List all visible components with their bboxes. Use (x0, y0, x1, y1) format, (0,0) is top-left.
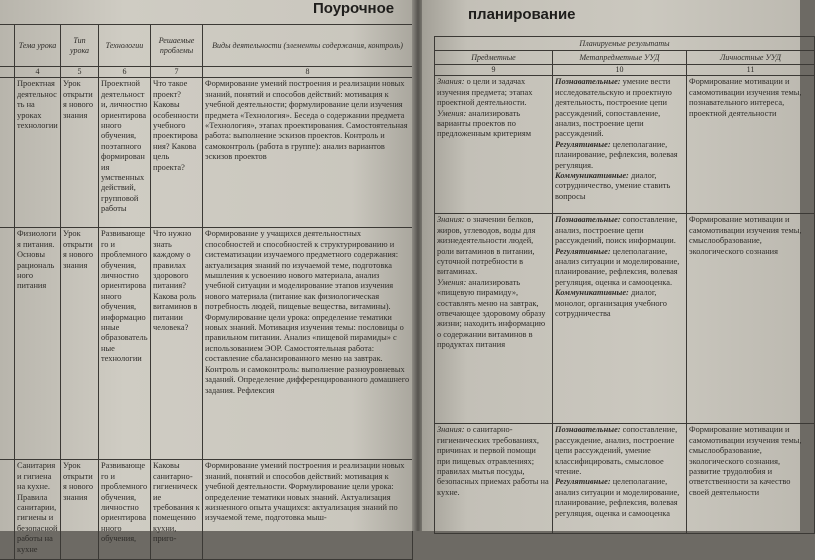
lesson-problems: Что такое проект? Каковы особенности учебного проектирования? Какова цель проекта? (151, 78, 203, 228)
column-number: 8 (203, 67, 413, 78)
lesson-activity: Формирование умений построения и реализации новых знаний, понятий и способов действий: мотивация к учебной деятельности; формулирование цели изучения предмета «Технология». Беседа о содержании предмета «Технология», этапах проектирования. Самостоятельная работа: выполнение эскизов проектов. Контроль и самоконтроль (работа в группе): анализ вариантов эскизов проектов (203, 78, 413, 228)
column-number: 9 (435, 65, 553, 76)
personal-results: Формирование мотивации и самомотивации изучения темы, смыслообразование, экологического сознания (687, 214, 815, 424)
column-number (0, 67, 15, 78)
table-row (435, 76, 815, 214)
subject-results (435, 424, 553, 534)
subject-results (435, 76, 553, 214)
personal-results: Формирование мотивации и самомотивации изучения темы, смыслообразование, экологического сознания, развитие трудолюбия и ответственности за качество своей деятельности (687, 424, 815, 534)
column-number-row (0, 67, 413, 78)
planned-results-header: Планируемые результаты (435, 37, 815, 51)
header-row (0, 25, 413, 67)
result-item: Познавательные: сопоставление, рассуждение, анализ, построение цепи рассуждений, умение классифицировать, смысловое чтение. (555, 425, 678, 477)
header-tech: Технологии (99, 25, 151, 67)
result-item: Коммуникативные: диалог, сотрудничество, умение ставить вопросы (555, 171, 671, 201)
right-page-title: планирование (468, 6, 576, 23)
lesson-topic: Физиология питания. Основы рационального питания (15, 228, 61, 460)
column-number: 11 (687, 65, 815, 76)
lesson-topic: Проектная деятельность на уроках технологии (15, 78, 61, 228)
table-row (435, 214, 815, 424)
result-item: Знания: о цели и задачах изучения предмета; этапах проектной деятельности. (437, 77, 533, 108)
table-row (0, 78, 413, 228)
result-item: Умения: анализировать «пищевую пирамиду», составлять меню на завтрак, отвечающее здоровому образу жизни; находить информацию о содержании витаминов в продуктах питания (437, 277, 546, 350)
table-row (0, 228, 413, 460)
lesson-plan-table-left (0, 24, 413, 560)
lesson-type: Урок открытия нового знания (61, 460, 99, 560)
result-item: Знания: о санитарно-гигиенических требованиях, причинах и первой помощи при пищевых отравлениях; правилах мытья посуды, безопасных приемах работы на кухне. (437, 425, 549, 497)
header-cell (0, 25, 15, 67)
lesson-tech: Развивающего и проблемного обучения, личностно ориентированного обучения, (99, 460, 151, 560)
column-number-row (435, 65, 815, 76)
header-activity: Виды деятельности (элементы содержания, контроль) (203, 25, 413, 67)
lesson-plan-table-right (434, 36, 815, 534)
lesson-tech: Развивающего и проблемного обучения, личностно ориентированного обучения, информационные образовательные технологии (99, 228, 151, 460)
subject-results (435, 214, 553, 424)
header-topic: Тема урока (15, 25, 61, 67)
left-page-title: Поурочное (313, 0, 395, 17)
lesson-topic: Санитария и гигиена на кухне. Правила санитарии, гигиены и безопасной работы на кухне (15, 460, 61, 560)
meta-results (553, 424, 687, 534)
meta-results (553, 76, 687, 214)
personal-results: Формирование мотивации и самомотивации изучения темы, познавательного интереса, проектной деятельности (687, 76, 815, 214)
lesson-type: Урок открытия нового знания (61, 78, 99, 228)
meta-results (553, 214, 687, 424)
lesson-activity: Формирование у учащихся деятельностных способностей и способностей к структурированию и систематизации изучаемого предметного содержания: актуализация знаний по изучаемой теме, подготовка мышления к усвоению нового материала, анализ учебной ситуации и моделирование этапов изучения нового материала (питание как физиологическая потребность людей, пищевые вещества, витамины). Формулирование цели урока: определение тематики новых знаний. Мотивация изучения темы: пословицы о правильном питании. Анализ «пищевой пирамиды» с использованием ЭОР. Самостоятельная работа: составление сбалансированного меню на завтрак. Контроль и самоконтроль: выполнение разноуровневых заданий. Определение дифференцированного домашнего задания. Рефлексия (203, 228, 413, 460)
header-type: Тип урока (61, 25, 99, 67)
column-number: 7 (151, 67, 203, 78)
lesson-tech: Проектной деятельности, личностно ориентированного обучения, поэтапного формирования умственных действий, групповой работы (99, 78, 151, 228)
lesson-activity: Формирование умений построения и реализации новых знаний, понятий и способов действий: мотивация к учебной деятельности. Формулирование цели урока: определение тематики новых знаний. Актуализация жизненного опыта учащихся: актуализация знаний по изучаемой теме, подготовка мыш- (203, 460, 413, 560)
column-number: 6 (99, 67, 151, 78)
group-header-row (435, 37, 815, 51)
table-row (0, 460, 413, 560)
column-number: 4 (15, 67, 61, 78)
result-item: Познавательные: сопоставление, анализ, построение цепи рассуждений, поиск информации. (555, 215, 678, 246)
lesson-problems: Что нужно знать каждому о правилах здорового питания? Какова роль витаминов в питании человека? (151, 228, 203, 460)
result-item: Знания: о значении белков, жиров, углеводов, воды для жизнедеятельности людей, роли витаминов в питании, суточной потребности в витаминах. (437, 215, 536, 277)
column-number: 10 (553, 65, 687, 76)
result-item: Умения: анализировать варианты проектов по предложенным критериям (437, 108, 532, 139)
right-page (422, 0, 800, 531)
header-subject: Предметные (435, 51, 553, 65)
header-personal: Личностные УУД (687, 51, 815, 65)
result-item: Познавательные: умение вести исследовательскую и проектную деятельность, построение цепи рассуждений, сопоставление, анализ, построение цепи рассуждений. (555, 77, 672, 139)
result-item: Коммуникативные: диалог, монолог, организация учебного сотрудничества (555, 288, 667, 319)
header-row (435, 51, 815, 65)
header-problems: Решаемые проблемы (151, 25, 203, 67)
result-item: Регулятивные: целеполагание, планирование, рефлексия, волевая регуляция. (555, 139, 678, 170)
column-number: 5 (61, 67, 99, 78)
lesson-problems: Каковы санитарно-гигиенические требования к помещению кухни, приго- (151, 460, 203, 560)
result-item: Регулятивные: целеполагание, анализ ситуации и моделирование, планирование, рефлексия, волевая регуляция, оценка и самооценка. (555, 246, 680, 287)
header-meta: Метапредметные УУД (553, 51, 687, 65)
lesson-type: Урок открытия нового знания (61, 228, 99, 460)
result-item: Регулятивные: целеполагание, анализ ситуации и моделирование, планирование, рефлексия, волевая регуляция, оценка и самооценка (555, 477, 680, 518)
table-row (435, 424, 815, 534)
